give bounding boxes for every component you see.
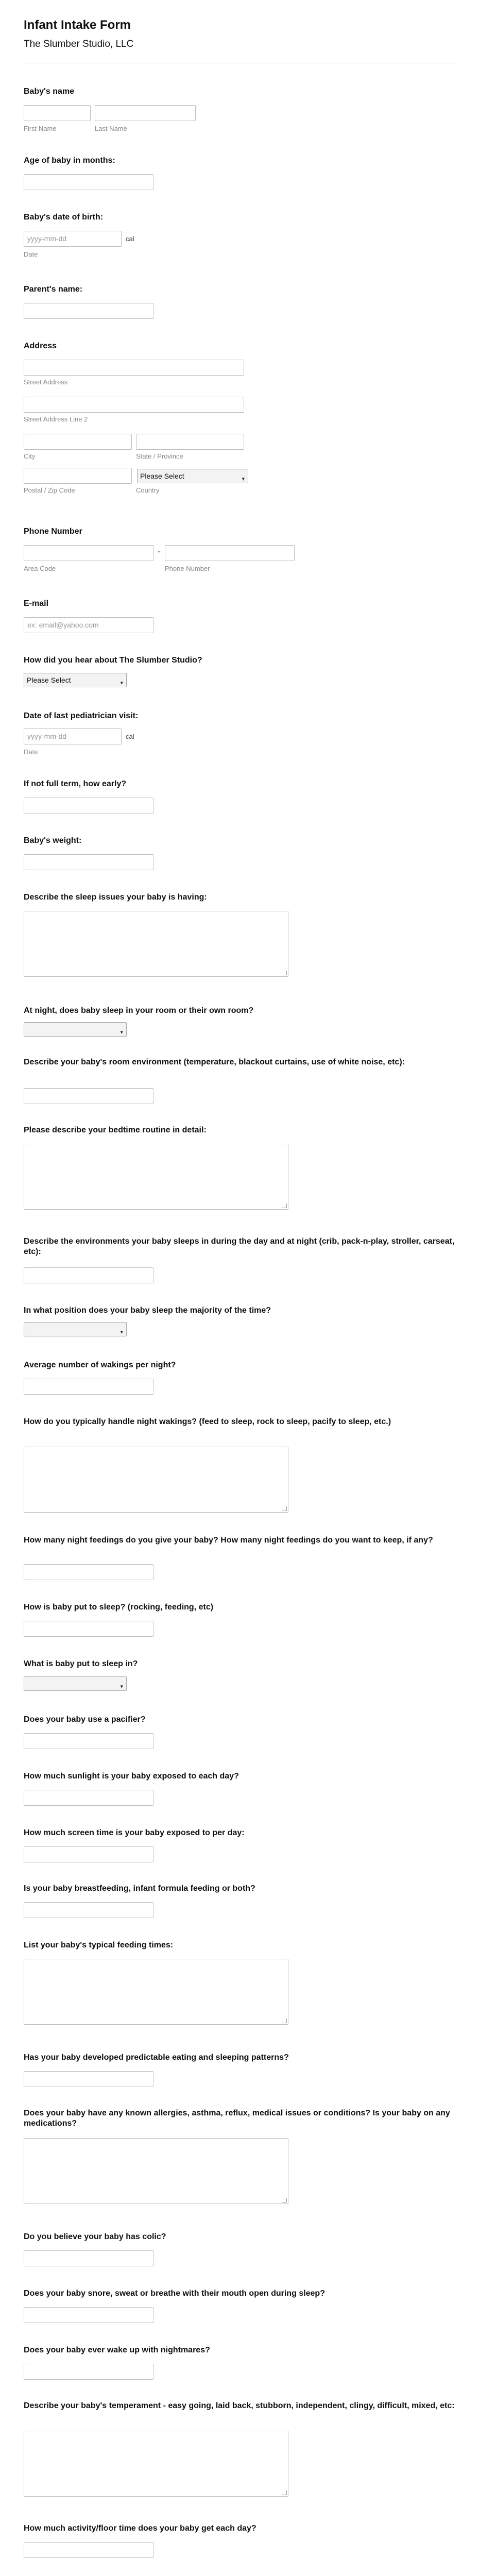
dob-sublabel: Date xyxy=(24,250,38,258)
state-sublabel: State / Province xyxy=(136,452,183,460)
street2-input[interactable] xyxy=(24,397,244,413)
handle-wakings-textarea[interactable] xyxy=(24,1447,288,1513)
city-sublabel: City xyxy=(24,452,36,460)
parent-input[interactable] xyxy=(24,303,153,319)
last-visit-input[interactable]: yyyy-mm-dd xyxy=(24,728,122,744)
wakings-input[interactable] xyxy=(24,1379,153,1395)
calendar-icon[interactable]: cal xyxy=(126,235,134,243)
feeding-times-textarea[interactable] xyxy=(24,1959,288,2025)
country-sublabel: Country xyxy=(136,486,160,494)
activity-input[interactable] xyxy=(24,2542,153,2558)
hear-label: How did you hear about The Slumber Studio? xyxy=(24,656,202,665)
last-visit-label: Date of last pediatrician visit: xyxy=(24,711,139,720)
form-title: Infant Intake Form xyxy=(24,18,131,32)
allergies-textarea[interactable] xyxy=(24,2138,288,2204)
intake-form xyxy=(0,0,479,84)
pacifier-input[interactable] xyxy=(24,1733,153,1749)
zip-sublabel: Postal / Zip Code xyxy=(24,486,75,494)
chevron-down-icon: ▾ xyxy=(242,476,245,482)
sleep-issues-textarea[interactable] xyxy=(24,911,288,977)
snore-input[interactable] xyxy=(24,2307,153,2323)
street2-sublabel: Street Address Line 2 xyxy=(24,415,88,423)
weight-input[interactable] xyxy=(24,854,153,870)
night-feedings-label: How many night feedings do you give your baby? How many night feedings do you want to keep, if any? xyxy=(24,1536,433,1545)
baby-name-label: Baby's name xyxy=(24,87,75,96)
room-select[interactable] xyxy=(24,1022,127,1037)
street-input[interactable] xyxy=(24,360,244,376)
first-name-input[interactable] xyxy=(24,105,91,121)
allergies-label: Does your baby have any known allergies, asthma, reflux, medical issues or conditions? Is your baby on any medications? xyxy=(24,2109,450,2128)
age-input[interactable] xyxy=(24,174,153,190)
night-feedings-input[interactable] xyxy=(24,1564,153,1580)
environments-day-label: Describe the environments your baby sleeps in during the day and at night (crib, pack-n-play, stroller, carseat, etc): xyxy=(24,1237,455,1256)
area-code-sublabel: Area Code xyxy=(24,565,56,572)
chevron-down-icon: ▾ xyxy=(120,1029,123,1036)
sleep-issues-label: Describe the sleep issues your baby is having: xyxy=(24,893,207,902)
temperament-textarea[interactable] xyxy=(24,2431,288,2497)
put-to-sleep-label: How is baby put to sleep? (rocking, feeding, etc) xyxy=(24,1603,214,1612)
environment-input[interactable] xyxy=(24,1088,153,1104)
email-label: E-mail xyxy=(24,599,49,608)
first-name-sublabel: First Name xyxy=(24,125,57,132)
dob-input[interactable]: yyyy-mm-dd xyxy=(24,231,122,247)
put-in-select[interactable] xyxy=(24,1676,127,1691)
parent-label: Parent's name: xyxy=(24,285,83,294)
age-label: Age of baby in months: xyxy=(24,156,115,165)
environments-day-input[interactable] xyxy=(24,1267,153,1283)
last-name-input[interactable] xyxy=(95,105,196,121)
screen-input[interactable] xyxy=(24,1846,153,1862)
chevron-down-icon: ▾ xyxy=(120,1684,123,1690)
patterns-label: Has your baby developed predictable eating and sleeping patterns? xyxy=(24,2053,289,2062)
calendar-icon[interactable]: cal xyxy=(126,733,134,740)
area-code-input[interactable] xyxy=(24,545,153,561)
last-name-sublabel: Last Name xyxy=(95,125,127,132)
position-select[interactable] xyxy=(24,1322,127,1336)
pacifier-label: Does your baby use a pacifier? xyxy=(24,1715,146,1724)
state-input[interactable] xyxy=(136,434,244,450)
phone-dash: - xyxy=(158,546,161,556)
colic-label: Do you believe your baby has colic? xyxy=(24,2232,166,2241)
wakings-label: Average number of wakings per night? xyxy=(24,1361,176,1369)
last-visit-sublabel: Date xyxy=(24,748,38,756)
temperament-label: Describe your baby's temperament - easy going, laid back, stubborn, independent, clingy, difficult, mixed, etc: xyxy=(24,2401,455,2410)
put-to-sleep-input[interactable] xyxy=(24,1621,153,1637)
feeding-type-label: Is your baby breastfeeding, infant formula feeding or both? xyxy=(24,1884,255,1893)
phone-number-sublabel: Phone Number xyxy=(165,565,210,572)
phone-number-input[interactable] xyxy=(165,545,295,561)
patterns-input[interactable] xyxy=(24,2071,153,2087)
street-sublabel: Street Address xyxy=(24,378,68,386)
position-label: In what position does your baby sleep the majority of the time? xyxy=(24,1306,271,1315)
full-term-input[interactable] xyxy=(24,798,153,814)
screen-label: How much screen time is your baby exposed to per day: xyxy=(24,1828,245,1837)
sunlight-input[interactable] xyxy=(24,1790,153,1806)
bedtime-label: Please describe your bedtime routine in detail: xyxy=(24,1126,207,1134)
handle-wakings-label: How do you typically handle night wakings? (feed to sleep, rock to sleep, pacify to sleep, etc.) xyxy=(24,1417,391,1426)
activity-label: How much activity/floor time does your baby get each day? xyxy=(24,2524,256,2533)
chevron-down-icon: ▾ xyxy=(120,680,123,686)
city-input[interactable] xyxy=(24,434,132,450)
environment-label: Describe your baby's room environment (temperature, blackout curtains, use of white noise, etc): xyxy=(24,1058,405,1066)
put-in-label: What is baby put to sleep in? xyxy=(24,1659,138,1668)
colic-input[interactable] xyxy=(24,2250,153,2266)
sunlight-label: How much sunlight is your baby exposed to each day? xyxy=(24,1772,239,1781)
hear-select[interactable]: Please Select ▾ xyxy=(24,673,127,687)
full-term-label: If not full term, how early? xyxy=(24,779,127,788)
feeding-times-label: List your baby's typical feeding times: xyxy=(24,1941,174,1950)
weight-label: Baby's weight: xyxy=(24,836,82,845)
chevron-down-icon: ▾ xyxy=(120,1329,123,1335)
country-select[interactable]: Please Select ▾ xyxy=(137,469,248,483)
phone-label: Phone Number xyxy=(24,527,82,536)
form-subtitle: The Slumber Studio, LLC xyxy=(24,39,134,49)
feeding-type-input[interactable] xyxy=(24,1902,153,1918)
nightmares-label: Does your baby ever wake up with nightmares? xyxy=(24,2346,210,2354)
address-label: Address xyxy=(24,342,57,350)
bedtime-textarea[interactable] xyxy=(24,1144,288,1210)
dob-label: Baby's date of birth: xyxy=(24,213,104,222)
nightmares-input[interactable] xyxy=(24,2364,153,2380)
room-label: At night, does baby sleep in your room or their own room? xyxy=(24,1006,254,1015)
email-input[interactable]: ex: email@yahoo.com xyxy=(24,617,153,633)
zip-input[interactable] xyxy=(24,468,132,484)
snore-label: Does your baby snore, sweat or breathe with their mouth open during sleep? xyxy=(24,2289,325,2298)
